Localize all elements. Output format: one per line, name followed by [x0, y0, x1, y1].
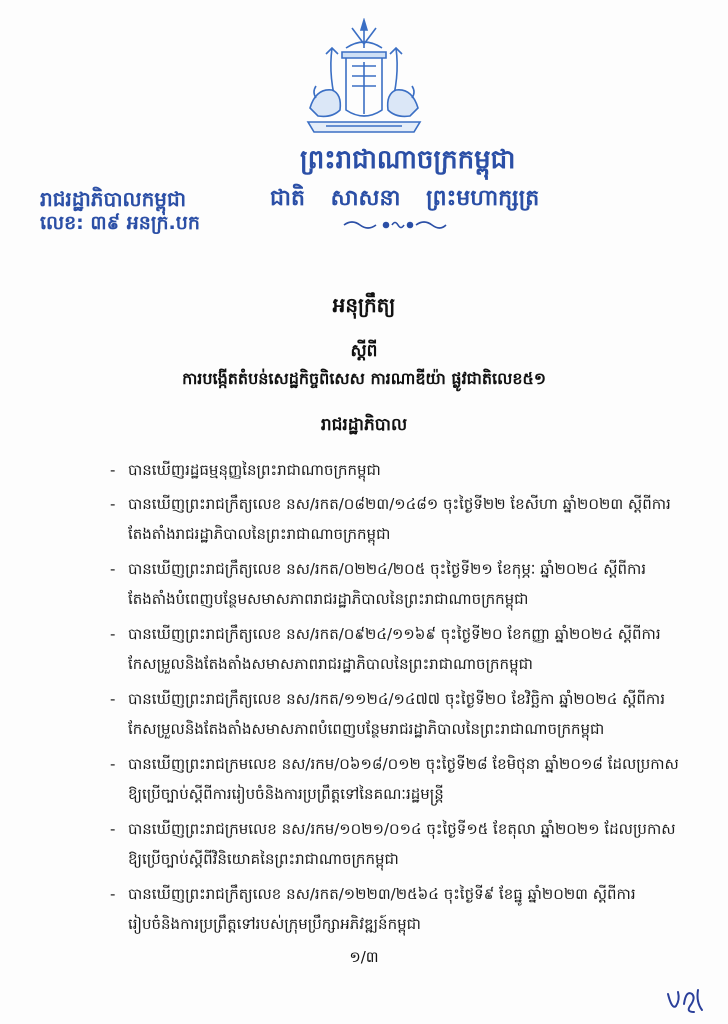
government-label: រាជរដ្ឋាភិបាលកម្ពុជា	[40, 187, 186, 211]
motto-religion: សាសនា	[330, 186, 401, 211]
issuer-heading: រាជរដ្ឋាភិបាល	[320, 415, 408, 435]
recital-item: - បានឃើញព្រះរាជក្រឹត្យលេខ នស/រកត/១១២៤/១៤៧៧ ចុះថ្ងៃទី២០ ខែវិច្ឆិកា ឆ្នាំ២០២៤ ស្តីពីការ កែសម្រួលនិងតែងតាំងសមាសភាពបំពេញបន្ថែមរាជរដ្ឋាភិបាលនៃព្រះរាជាណាចក្រកម្ពុជា	[110, 690, 665, 738]
recital-item: - បានឃើញព្រះរាជក្រឹត្យលេខ នស/រកត/០៨២៣/១៤៨១ ចុះថ្ងៃទី២២ ខែសីហា ឆ្នាំ២០២៣ ស្តីពីការ តែងតាំងរាជរដ្ឋាភិបាលនៃព្រះរាជាណាចក្រកម្ពុជា	[110, 495, 671, 543]
motto-king: ព្រះមហាក្សត្រ	[426, 186, 540, 211]
document-subject: ការបង្កើតតំបន់សេដ្ឋកិច្ចពិសេស ការណាឌីយ៉ា ផ្លូវជាតិលេខ៥១	[182, 369, 546, 388]
motto-nation: ជាតិ	[270, 186, 305, 211]
recital-item: - បានឃើញព្រះរាជក្រមលេខ នស/រកម/០៦១៨/០១២ ចុះថ្ងៃទី២៨ ខែមិថុនា ឆ្នាំ២០១៨ ដែលប្រកាស ឱ្យប្រើច្បាប់ស្តីពីការរៀបចំនិងការប្រព្រឹត្តទៅនៃគណៈរដ្ឋមន្ត្រី	[110, 755, 679, 803]
handwritten-initials-icon	[662, 984, 710, 1016]
recital-item: - បានឃើញព្រះរាជក្រឹត្យលេខ នស/រកត/០៩២៤/១១៦៩ ចុះថ្ងៃទី២០ ខែកញ្ញា ឆ្នាំ២០២៤ ស្តីពីការ កែសម្រួលនិងតែងតាំងសមាសភាពរាជរដ្ឋាភិបាលនៃព្រះរាជាណាចក្រកម្ពុជា	[110, 625, 661, 673]
recitals-list	[110, 455, 690, 944]
recital-item: - បានឃើញព្រះរាជក្រមលេខ នស/រកម/១០២១/០១៤ ចុះថ្ងៃទី១៥ ខែតុលា ឆ្នាំ២០២១ ដែលប្រកាស ឱ្យប្រើច្បាប់ស្តីពីវិនិយោគនៃព្រះរាជាណាចក្រកម្ពុជា	[110, 820, 676, 868]
royal-coat-of-arms-icon	[302, 18, 426, 136]
about-label: ស្តីពី	[350, 341, 378, 361]
page-number: ១/៣	[349, 948, 379, 966]
recital-item: - បានឃើញព្រះរាជក្រឹត្យលេខ នស/រកត/១២២៣/២៥៦៤ ចុះថ្ងៃទី៩ ខែធ្នូ ឆ្នាំ២០២៣ ស្តីពីការ រៀបចំនិងការប្រព្រឹត្តទៅរបស់ក្រុមប្រឹក្សាអភិវឌ្ឍន៍កម្ពុជា	[110, 885, 636, 933]
national-motto	[270, 184, 539, 216]
recital-item: - បានឃើញព្រះរាជក្រឹត្យលេខ នស/រកត/០២២៤/២០៥ ចុះថ្ងៃទី២១ ខែកុម្ភៈ ឆ្នាំ២០២៤ ស្តីពីការ តែងតាំងបំពេញបន្ថែមសមាសភាពរាជរដ្ឋាភិបាលនៃព្រះរាជាណាចក្រកម្ពុជា	[110, 560, 647, 608]
kingdom-title: ព្រះរាជាណាចក្រកម្ពុជា	[300, 145, 516, 175]
document-type: អនុក្រឹត្យ	[332, 293, 396, 317]
ornamental-divider-icon	[340, 217, 450, 233]
reference-number: លេខ: ៣៩ អនក្រ.បក	[40, 212, 200, 234]
recital-item: - បានឃើញរដ្ឋធម្មនុញ្ញនៃព្រះរាជាណាចក្រកម្ពុជា	[110, 461, 381, 479]
